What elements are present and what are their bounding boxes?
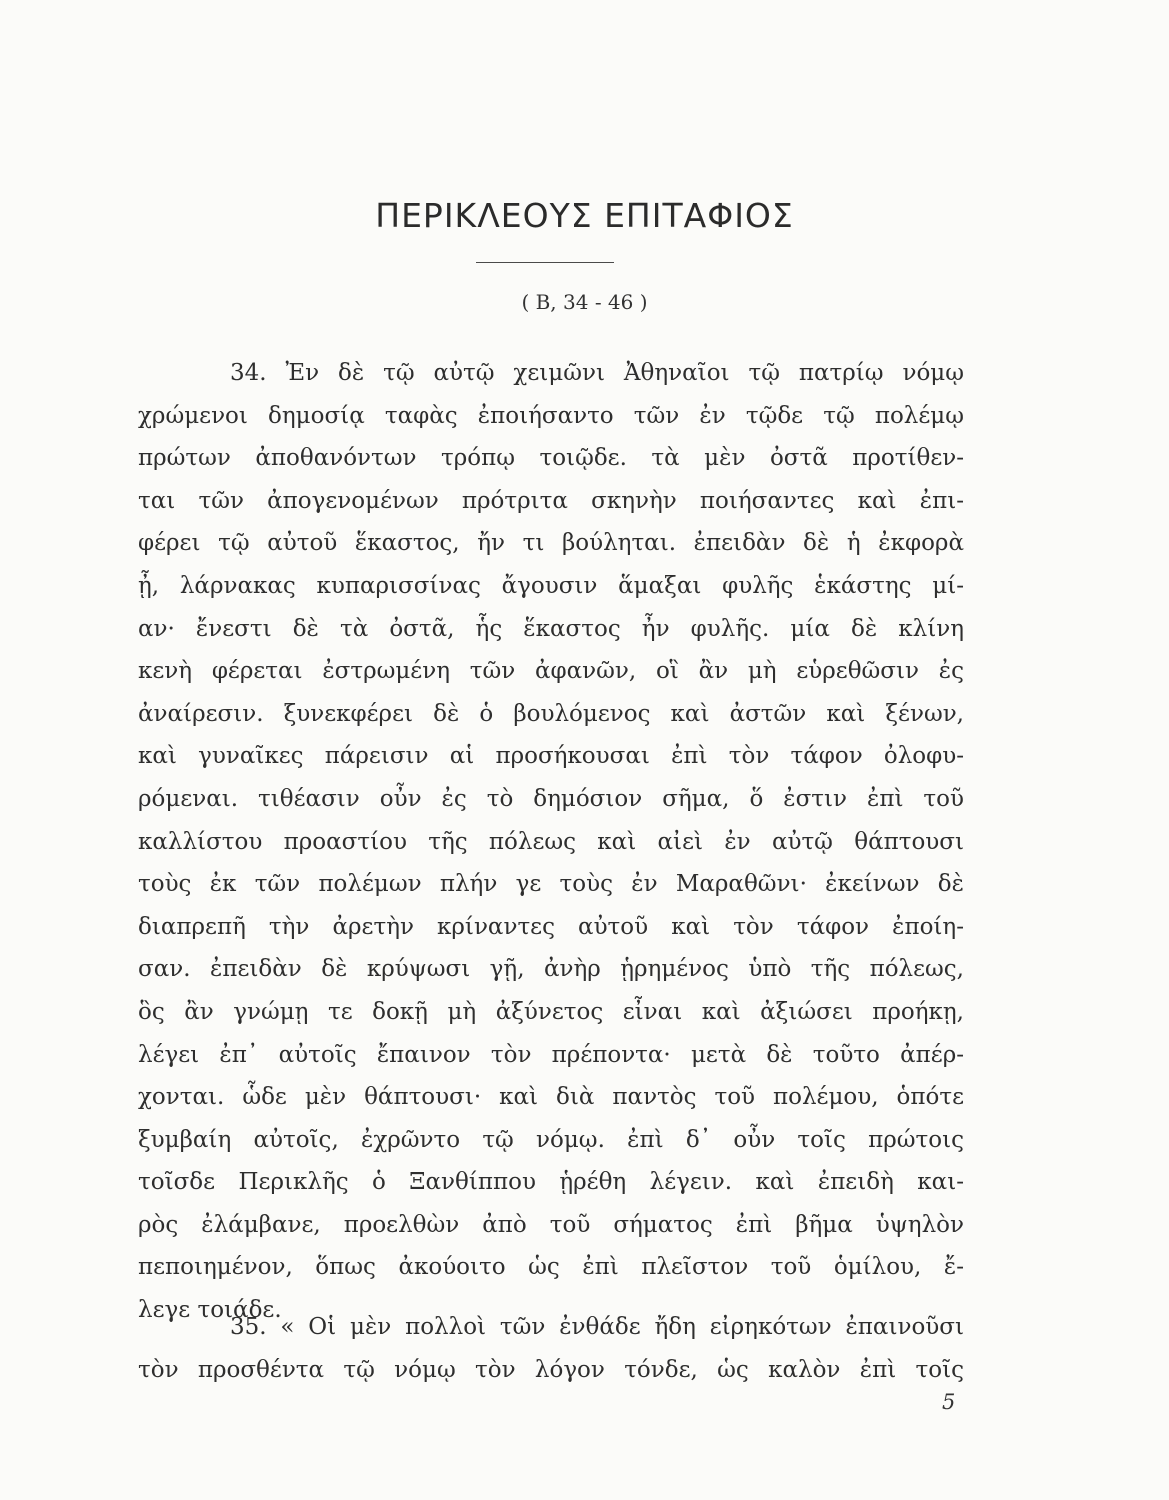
text-line: ται τῶν ἀπογενομένων πρότριτα σκηνὴν ποιήσαντες καὶ ἐπι-: [138, 487, 964, 514]
text-line: σαν. ἐπειδὰν δὲ κρύψωσι γῇ, ἀνὴρ ᾑρημένος ὑπὸ τῆς πόλεως,: [138, 956, 964, 983]
text-line: πρώτων ἀποθανόντων τρόπῳ τοιῷδε. τὰ μὲν ὀστᾶ προτίθεν-: [138, 445, 964, 472]
text-line: τὸν προσθέντα τῷ νόμῳ τὸν λόγον τόνδε, ὡς καλὸν ἐπὶ τοῖς: [138, 1356, 964, 1383]
text-line: λέγει ἐπ᾿ αὐτοῖς ἔπαινον τὸν πρέποντα· μετὰ δὲ τοῦτο ἀπέρ-: [138, 1041, 964, 1068]
text-line: χονται. ὧδε μὲν θάπτουσι· καὶ διὰ παντὸς τοῦ πολέμου, ὁπότε: [138, 1084, 964, 1111]
paragraph-35: [138, 1306, 964, 1391]
page-number: 5: [942, 1390, 956, 1414]
text-line: τοὺς ἐκ τῶν πολέμων πλήν γε τοὺς ἐν Μαραθῶνι· ἐκείνων δὲ: [138, 871, 964, 898]
text-line: ξυμβαίη αὐτοῖς, ἐχρῶντο τῷ νόμῳ. ἐπὶ δ᾿ οὖν τοῖς πρώτοις: [138, 1126, 964, 1153]
text-line: καλλίστου προαστίου τῆς πόλεως καὶ αἰεὶ ἐν αὐτῷ θάπτουσι: [138, 828, 964, 855]
text-line: 35. « Οἱ μὲν πολλοὶ τῶν ἐνθάδε ἤδη εἰρηκότων ἐπαινοῦσι: [230, 1314, 964, 1340]
text-line: καὶ γυναῖκες πάρεισιν αἱ προσήκουσαι ἐπὶ τὸν τάφον ὀλοφυ-: [138, 743, 964, 770]
text-line: αν· ἔνεστι δὲ τὰ ὀστᾶ, ἧς ἕκαστος ἦν φυλῆς. μία δὲ κλίνη: [138, 615, 964, 642]
title-divider: [476, 262, 614, 263]
text-line: ρόμεναι. τιθέασιν οὖν ἐς τὸ δημόσιον σῆμα, ὅ ἐστιν ἐπὶ τοῦ: [138, 785, 964, 812]
text-line: φέρει τῷ αὐτοῦ ἕκαστος, ἤν τι βούληται. ἐπειδὰν δὲ ἡ ἐκφορὰ: [138, 530, 964, 557]
page-title: ΠΕΡΙΚΛΕΟΥΣ ΕΠΙΤΑΦΙΟΣ: [375, 196, 794, 235]
text-line: πεποιημένον, ὅπως ἀκούοιτο ὡς ἐπὶ πλεῖστον τοῦ ὁμίλου, ἔ-: [138, 1254, 964, 1281]
text-line: ἀναίρεσιν. ξυνεκφέρει δὲ ὁ βουλόμενος καὶ ἀστῶν καὶ ξένων,: [138, 700, 964, 727]
section-reference: ( Β, 34 - 46 ): [521, 290, 648, 314]
text-line: ρὸς ἐλάμβανε, προελθὼν ἀπὸ τοῦ σήματος ἐπὶ βῆμα ὑψηλὸν: [138, 1211, 964, 1238]
text-line: τοῖσδε Περικλῆς ὁ Ξανθίππου ᾑρέθη λέγειν. καὶ ἐπειδὴ και-: [138, 1169, 964, 1196]
text-line: ᾖ, λάρνακας κυπαρισσίνας ἄγουσιν ἅμαξαι φυλῆς ἑκάστης μί-: [138, 572, 964, 599]
text-line: διαπρεπῆ τὴν ἀρετὴν κρίναντες αὐτοῦ καὶ τὸν τάφον ἐποίη-: [138, 913, 964, 940]
text-line: ὃς ἂν γνώμῃ τε δοκῇ μὴ ἀξύνετος εἶναι καὶ ἀξιώσει προήκῃ,: [138, 998, 964, 1025]
text-line: κενὴ φέρεται ἐστρωμένη τῶν ἀφανῶν, οἳ ἂν μὴ εὑρεθῶσιν ἐς: [138, 658, 964, 685]
text-line: χρώμενοι δημοσίᾳ ταφὰς ἐποιήσαντο τῶν ἐν τῷδε τῷ πολέμῳ: [138, 402, 964, 429]
text-line: 34. Ἐν δὲ τῷ αὐτῷ χειμῶνι Ἀθηναῖοι τῷ πατρίῳ νόμῳ: [230, 360, 964, 386]
text-line: λεγε τοιάδε.: [138, 1297, 282, 1324]
paragraph-34: [138, 352, 964, 1332]
